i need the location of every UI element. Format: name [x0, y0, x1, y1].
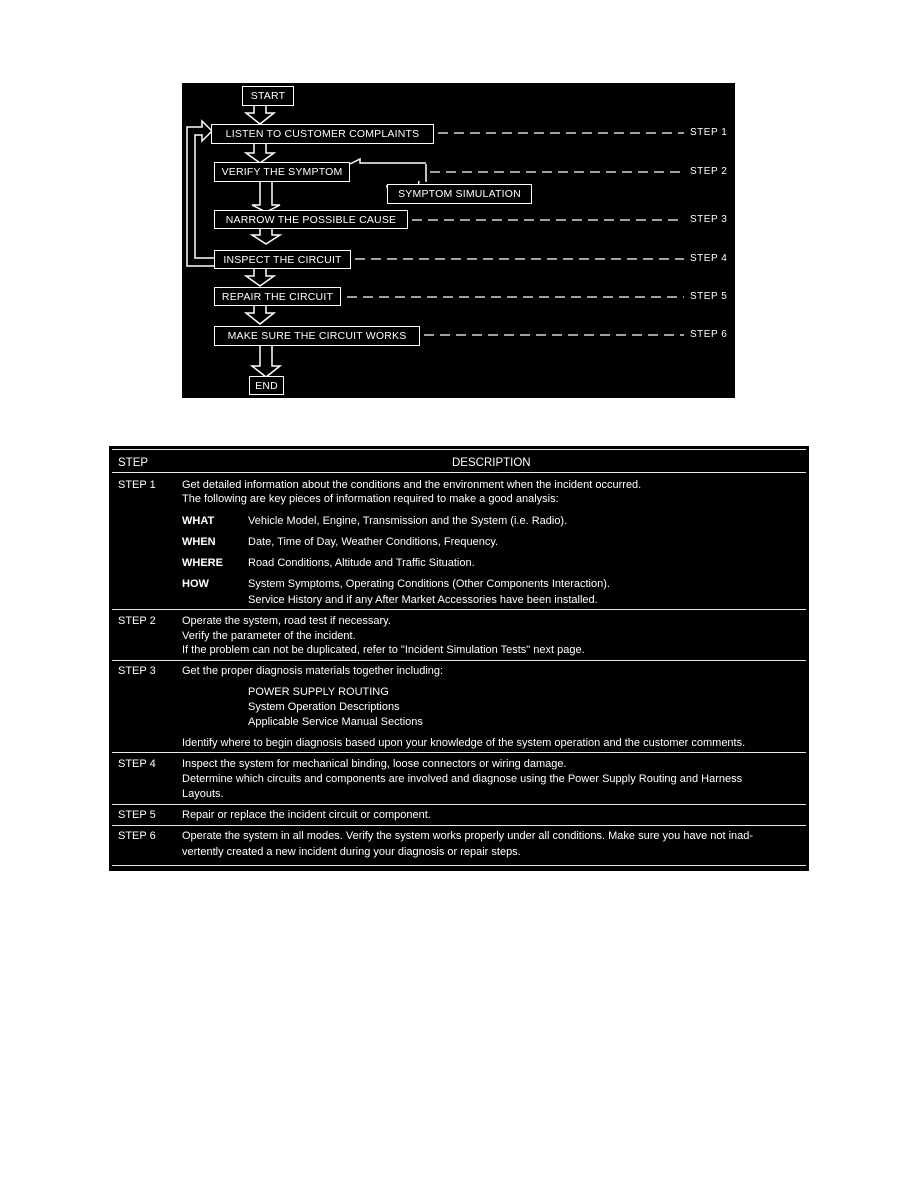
simulation-box: SYMPTOM SIMULATION — [387, 184, 532, 204]
arrow-makesure-to-end — [252, 345, 280, 377]
step4-line2: Determine which circuits and components are involved and diagnose using the Power Supply Routing and Harness — [182, 773, 743, 785]
step-description-table — [109, 446, 809, 871]
step2-line2: Verify the parameter of the incident. — [182, 630, 356, 642]
step1-line2: The following are key pieces of information required to make a good analysis: — [182, 493, 559, 505]
step1-line1: Get detailed information about the conditions and the environment when the incident occurred. — [182, 479, 642, 491]
arrow-inspect-to-repair — [246, 269, 274, 286]
make-sure-box: MAKE SURE THE CIRCUIT WORKS — [214, 326, 420, 346]
step4-line3: Layouts. — [182, 788, 224, 800]
step1-when-key: WHEN — [182, 536, 216, 548]
inspect-box: INSPECT THE CIRCUIT — [214, 250, 351, 269]
step1-rule — [112, 609, 806, 610]
step1-how-text2: Service History and if any After Market Accessories have been installed. — [248, 594, 598, 606]
troubleshooting-flowchart — [182, 83, 735, 398]
step2-rule — [112, 660, 806, 661]
step3-name: STEP 3 — [118, 665, 156, 677]
repair-box: REPAIR THE CIRCUIT — [214, 287, 341, 306]
step4-rule — [112, 804, 806, 805]
listen-box: LISTEN TO CUSTOMER COMPLAINTS — [211, 124, 434, 144]
step3-line1: Get the proper diagnosis materials together including: — [182, 665, 444, 677]
step1-where-text: Road Conditions, Altitude and Traffic Situation. — [248, 557, 475, 569]
arrow-repair-to-makesure — [246, 306, 274, 324]
arrow-narrow-to-inspect — [252, 228, 280, 244]
step6-line1: Operate the system in all modes. Verify the system works properly under all conditions. Make sure you have not inad- — [182, 830, 754, 842]
arrow-verify-to-narrow — [252, 181, 280, 212]
header-description: DESCRIPTION — [452, 457, 531, 469]
step1-what-key: WHAT — [182, 515, 215, 527]
step-label-1: STEP 1 — [690, 127, 728, 138]
table-top-rule — [112, 449, 806, 450]
step4-name: STEP 4 — [118, 758, 156, 770]
step3-rule — [112, 752, 806, 753]
step6-name: STEP 6 — [118, 830, 156, 842]
step5-rule — [112, 825, 806, 826]
feedback-loop-arrow — [187, 121, 214, 266]
table-bottom-rule — [112, 865, 806, 866]
start-box: START — [242, 86, 294, 106]
step1-how-key: HOW — [182, 578, 209, 590]
step2-name: STEP 2 — [118, 615, 156, 627]
step1-what-text: Vehicle Model, Engine, Transmission and the System (i.e. Radio). — [248, 515, 568, 527]
step-label-5: STEP 5 — [690, 291, 728, 302]
step3-material-2: System Operation Descriptions — [248, 701, 400, 713]
header-rule — [112, 472, 806, 473]
step3-material-3: Applicable Service Manual Sections — [248, 716, 423, 728]
arrow-listen-to-verify — [246, 143, 274, 163]
step1-how-text: System Symptoms, Operating Conditions (Other Components Interaction). — [248, 578, 610, 590]
step4-line1: Inspect the system for mechanical binding, loose connectors or wiring damage. — [182, 758, 567, 770]
step6-line2: vertently created a new incident during your diagnosis or repair steps. — [182, 846, 521, 858]
step-label-6: STEP 6 — [690, 329, 728, 340]
simulation-loop-arrow — [350, 159, 427, 187]
step5-line1: Repair or replace the incident circuit or component. — [182, 809, 431, 821]
step1-name: STEP 1 — [118, 479, 156, 491]
step3-line-last: Identify where to begin diagnosis based upon your knowledge of the system operation and the customer comments. — [182, 737, 746, 749]
verify-box: VERIFY THE SYMPTOM — [214, 162, 350, 182]
step2-line1: Operate the system, road test if necessary. — [182, 615, 391, 627]
step3-material-1: POWER SUPPLY ROUTING — [248, 686, 389, 698]
narrow-box: NARROW THE POSSIBLE CAUSE — [214, 210, 408, 229]
step-label-4: STEP 4 — [690, 253, 728, 264]
arrow-start-to-listen — [246, 103, 274, 124]
step2-line3: If the problem can not be duplicated, refer to "Incident Simulation Tests" next page. — [182, 644, 585, 656]
step-label-3: STEP 3 — [690, 214, 728, 225]
step5-name: STEP 5 — [118, 809, 156, 821]
step-label-2: STEP 2 — [690, 166, 728, 177]
step1-where-key: WHERE — [182, 557, 223, 569]
header-step: STEP — [118, 457, 149, 469]
end-box: END — [249, 376, 284, 395]
step1-when-text: Date, Time of Day, Weather Conditions, Frequency. — [248, 536, 499, 548]
